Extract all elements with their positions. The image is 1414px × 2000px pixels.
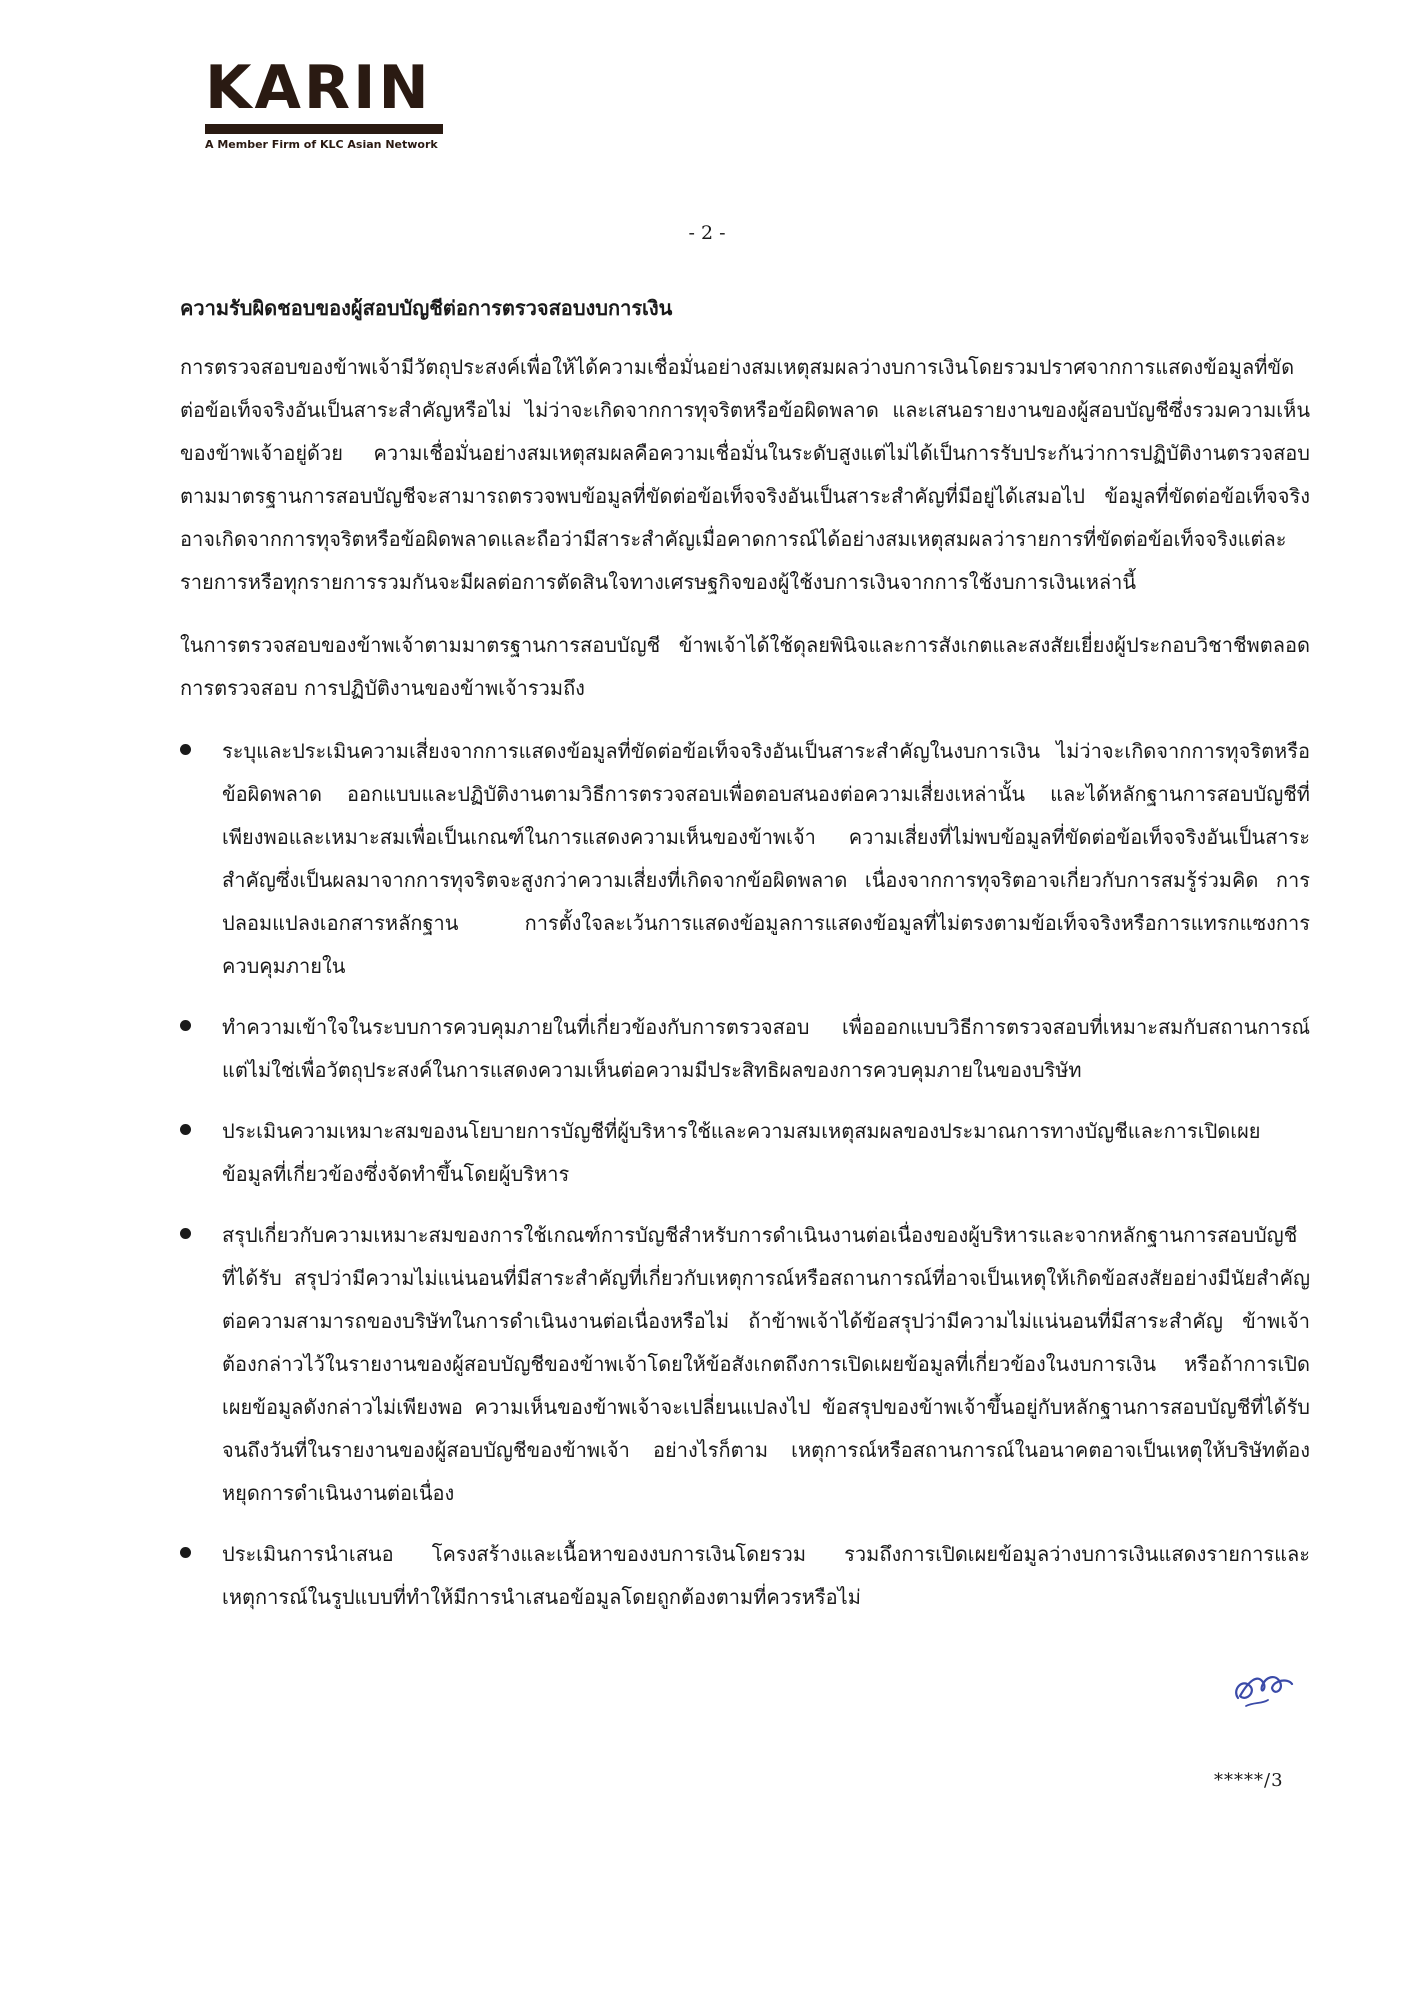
list-item — [180, 1533, 1310, 1619]
list-item-text: ระบุและประเมินความเสี่ยงจากการแสดงข้อมูลที่ขัดต่อข้อเท็จจริงอันเป็นสาระสำคัญในงบการเงิน ไม่ว่าจะเกิดจากการทุจริตหรือข้อผิดพลาด ออกแบบและปฏิบัติงานตามวิธีการตรวจสอบเพื่อตอบสนองต่อความเสี่ยงเหล่านั้น และได้หลักฐานการสอบบัญชีที่เพียงพอและเหมาะสมเพื่อเป็นเกณฑ์ในการแสดงความเห็นของข้าพเจ้า ความเสี่ยงที่ไม่พบข้อมูลที่ขัดต่อข้อเท็จจริงอันเป็นสาระสำคัญซึ่งเป็นผลมาจากการทุจริตจะสูงกว่าความเสี่ยงที่เกิดจากข้อผิดพลาด เนื่องจากการทุจริตอาจเกี่ยวกับการสมรู้ร่วมคิด การปลอมแปลงเอกสารหลักฐาน การตั้งใจละเว้นการแสดงข้อมูลการแสดงข้อมูลที่ไม่ตรงตามข้อเท็จจริงหรือการแทรกแซงการควบคุมภายใน — [222, 739, 1310, 978]
list-item — [180, 1214, 1310, 1515]
logo-underline — [205, 124, 443, 134]
procedure-list — [180, 730, 1310, 1619]
firm-logo — [205, 53, 445, 151]
logo-tagline: A Member Firm of KLC Asian Network — [205, 138, 438, 151]
paragraph-judgement: ในการตรวจสอบของข้าพเจ้าตามมาตรฐานการสอบบัญชี ข้าพเจ้าได้ใช้ดุลยพินิจและการสังเกตและสงสัยเยี่ยงผู้ประกอบวิชาชีพตลอดการตรวจสอบ การปฏิบัติงานของข้าพเจ้ารวมถึง — [180, 633, 1310, 700]
list-item-text: ทำความเข้าใจในระบบการควบคุมภายในที่เกี่ยวข้องกับการตรวจสอบ เพื่อออกแบบวิธีการตรวจสอบที่เหมาะสมกับสถานการณ์ แต่ไม่ใช่เพื่อวัตถุประสงค์ในการแสดงความเห็นต่อความมีประสิทธิผลของการควบคุมภายในของบริษัท — [222, 1015, 1310, 1082]
bullet-icon — [180, 1124, 191, 1135]
section-heading: ความรับผิดชอบของผู้สอบบัญชีต่อการตรวจสอบงบการเงิน — [180, 296, 673, 320]
initials-signature — [1228, 1656, 1298, 1716]
list-item-text: ประเมินความเหมาะสมของนโยบายการบัญชีที่ผู้บริหารใช้และความสมเหตุสมผลของประมาณการทางบัญชีและการเปิดเผยข้อมูลที่เกี่ยวข้องซึ่งจัดทำขึ้นโดยผู้บริหาร — [222, 1119, 1261, 1186]
list-item-text: ประเมินการนำเสนอ โครงสร้างและเนื้อหาของงบการเงินโดยรวม รวมถึงการเปิดเผยข้อมูลว่างบการเงินแสดงรายการและเหตุการณ์ในรูปแบบที่ทำให้มีการนำเสนอข้อมูลโดยถูกต้องตามที่ควรหรือไม่ — [222, 1542, 1310, 1609]
logo-wordmark: KARIN — [205, 53, 432, 123]
bullet-icon — [180, 1228, 191, 1239]
continuation-marker: *****/3 — [1214, 1770, 1284, 1791]
paragraph-objective: การตรวจสอบของข้าพเจ้ามีวัตถุประสงค์เพื่อให้ได้ความเชื่อมั่นอย่างสมเหตุสมผลว่างบการเงินโดยรวมปราศจากการแสดงข้อมูลที่ขัดต่อข้อเท็จจริงอันเป็นสาระสำคัญหรือไม่ ไม่ว่าจะเกิดจากการทุจริตหรือข้อผิดพลาด และเสนอรายงานของผู้สอบบัญชีซึ่งรวมความเห็นของข้าพเจ้าอยู่ด้วย ความเชื่อมั่นอย่างสมเหตุสมผลคือความเชื่อมั่นในระดับสูงแต่ไม่ได้เป็นการรับประกันว่าการปฏิบัติงานตรวจสอบตามมาตรฐานการสอบบัญชีจะสามารถตรวจพบข้อมูลที่ขัดต่อข้อเท็จจริงอันเป็นสาระสำคัญที่มีอยู่ได้เสมอไป ข้อมูลที่ขัดต่อข้อเท็จจริงอาจเกิดจากการทุจริตหรือข้อผิดพลาดและถือว่ามีสาระสำคัญเมื่อคาดการณ์ได้อย่างสมเหตุสมผลว่ารายการที่ขัดต่อข้อเท็จจริงแต่ละรายการหรือทุกรายการรวมกันจะมีผลต่อการตัดสินใจทางเศรษฐกิจของผู้ใช้งบการเงินจากการใช้งบการเงินเหล่านี้ — [180, 355, 1310, 594]
list-item — [180, 730, 1310, 988]
page-number: - 2 - — [688, 222, 726, 244]
list-item — [180, 1110, 1310, 1196]
bullet-icon — [180, 1020, 191, 1031]
list-item-text: สรุปเกี่ยวกับความเหมาะสมของการใช้เกณฑ์การบัญชีสำหรับการดำเนินงานต่อเนื่องของผู้บริหารและจากหลักฐานการสอบบัญชีที่ได้รับ สรุปว่ามีความไม่แน่นอนที่มีสาระสำคัญที่เกี่ยวกับเหตุการณ์หรือสถานการณ์ที่อาจเป็นเหตุให้เกิดข้อสงสัยอย่างมีนัยสำคัญต่อความสามารถของบริษัทในการดำเนินงานต่อเนื่องหรือไม่ ถ้าข้าพเจ้าได้ข้อสรุปว่ามีความไม่แน่นอนที่มีสาระสำคัญ ข้าพเจ้าต้องกล่าวไว้ในรายงานของผู้สอบบัญชีของข้าพเจ้าโดยให้ข้อสังเกตถึงการเปิดเผยข้อมูลที่เกี่ยวข้องในงบการเงิน หรือถ้าการเปิดเผยข้อมูลดังกล่าวไม่เพียงพอ ความเห็นของข้าพเจ้าจะเปลี่ยนแปลงไป ข้อสรุปของข้าพเจ้าขึ้นอยู่กับหลักฐานการสอบบัญชีที่ได้รับจนถึงวันที่ในรายงานของผู้สอบบัญชีของข้าพเจ้า อย่างไรก็ตาม เหตุการณ์หรือสถานการณ์ในอนาคตอาจเป็นเหตุให้บริษัทต้องหยุดการดำเนินงานต่อเนื่อง — [222, 1223, 1310, 1505]
document-body — [180, 288, 1310, 1637]
bullet-icon — [180, 744, 191, 755]
bullet-icon — [180, 1547, 191, 1558]
list-item — [180, 1006, 1310, 1092]
